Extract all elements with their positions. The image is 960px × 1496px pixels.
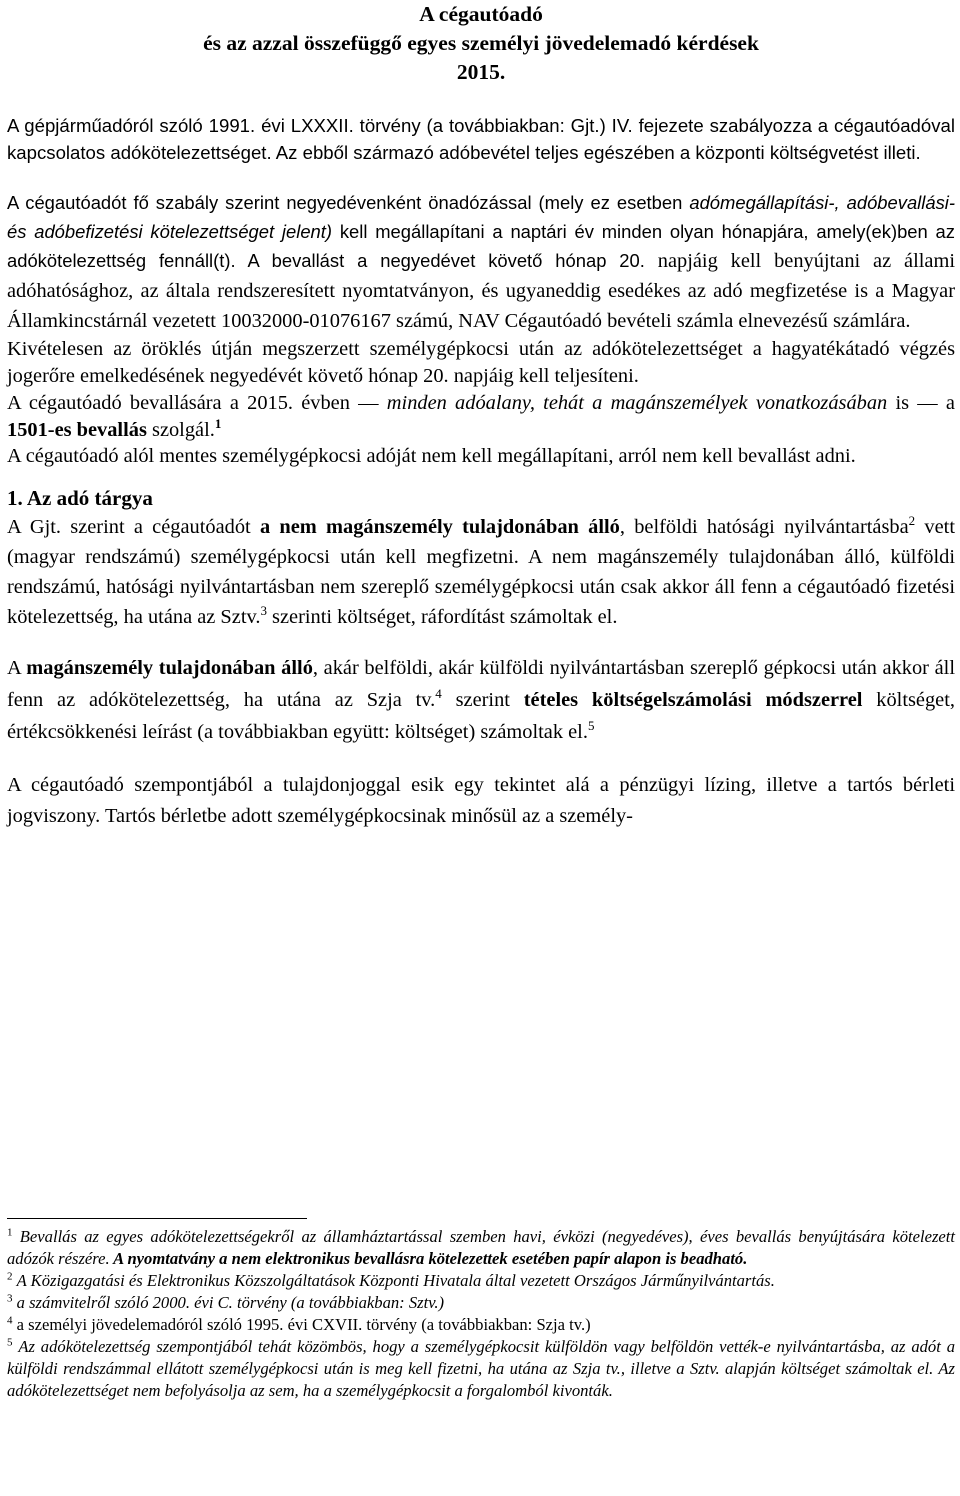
footnotes bbox=[7, 1226, 955, 1402]
document-title bbox=[7, 0, 955, 87]
footnote-ref-5[interactable]: 5 bbox=[587, 718, 595, 734]
title-line-2: és az azzal összefüggő egyes személyi jövedelemadó kérdések bbox=[203, 31, 759, 55]
section-paragraph-2: A magánszemély tulajdonában álló, akár belföldi, akár külföldi nyilvántartásban szereplő gépkocsi után akkor áll fenn az adókötelezettség, ha utána az Szja tv.$^4$ szerint tételes költségelszámolási módszerrel költséget, értékcsökkenési leírást (a továbbiakban együtt: költséget) számoltak el.$^5$ bbox=[7, 657, 955, 744]
footnote-5: $^5$ Az adókötelezettség szempontjából tehát közömbös, hogy a személygépkocsit külföldön vagy belföldön vették-e nyilvántartásba, az adót a külföldi rendszámmal ellátott személygépkocsi után is meg kell fizetni, ha utána az Szja tv., illetve a Sztv. alapján költséget számoltak el. Az adókötelezettséget nem befolyásolja az sem, ha a személygépkocsit a forgalomból kivonták. bbox=[7, 1336, 955, 1400]
document-page bbox=[7, 0, 955, 832]
section-paragraph-1: A Gjt. szerint a cégautóadót a nem magánszemély tulajdonában álló, belföldi hatósági nyilvántartásba$^2$ vett (magyar rendszámú) személygépkocsi után kell megfizetni. A nem magánszemély tulajdonában álló, külföldi rendszámú, hatósági nyilvántartásban nem szereplő személygépkocsi után csak akkor áll fenn a cégautóadó fizetési kötelezettség, ha utána az Sztv.$^3$ szerinti költséget, ráfordítást számoltak el. bbox=[7, 513, 955, 629]
title-line-1: A cégautóadó bbox=[419, 2, 543, 26]
footnote-separator bbox=[7, 1218, 307, 1219]
footnote-ref-2[interactable]: 2 bbox=[908, 513, 916, 529]
intro-paragraph-4: A cégautóadó bevallására a 2015. évben — minden adóalany, tehát a magánszemélyek vonatkozásában is — a 1501-es bevallás szolgál.$^1$ bbox=[7, 391, 955, 441]
intro-paragraph-3: Kivételesen az öröklés útján megszerzett személygépkocsi után az adókötelezettséget a hagyatékátadó végzés jogerőre emelkedésének negyedévét követő hónap 20. napjáig kell teljesíteni. bbox=[7, 338, 955, 387]
footnote-ref-3[interactable]: 3 bbox=[260, 603, 267, 619]
footnote-1: $^1$ Bevallás az egyes adókötelezettségekről az államháztartással szemben havi, évközi (negyedéves), éves bevallás benyújtására kötelezett adózók részére. A nyomtatvány a nem elektronikus bevallásra kötelezettek esetében papír alapon is beadható. bbox=[7, 1226, 955, 1268]
footnote-ref-4[interactable]: 4 bbox=[435, 686, 442, 702]
section-paragraph-3: A cégautóadó szempontjából a tulajdonjoggal esik egy tekintet alá a pénzügyi lízing, illetve a tartós bérleti jogviszony. Tartós bérletbe adott személygépkocsinak minősül az a személy- bbox=[7, 774, 955, 828]
footnote-2: $^2$ A Közigazgatási és Elektronikus Közszolgáltatások Központi Hivatala által vezetett Országos Járműnyilvántartás. bbox=[7, 1270, 775, 1290]
footnote-4: $^4$ a személyi jövedelemadóról szóló 1995. évi CXVII. törvény (a továbbiakban: Szja tv.) bbox=[7, 1314, 591, 1334]
intro-paragraph-2: A cégautóadót fő szabály szerint negyedévenként önadózással (mely ez esetben adómegállapítási-, adóbevallási- és adóbefizetési kötelezettséget jelent) kell megállapítani a naptári év minden olyan hónapjára, amely(ek)ben az adókötelezettség fennáll(t). A bevallást a negyedévet követő hónap 20. napjáig kell benyújtani az állami adóhatósághoz, az általa rendszeresített nyomtatványon, és ugyaneddig esedékes az adó megfizetése is a Magyar Államkincstárnál vezetett 10032000-01076167 számú, NAV Cégautóadó bevételi számla elnevezésű számlára. bbox=[7, 192, 955, 333]
intro-paragraph-1: A gépjárműadóról szóló 1991. évi LXXXII. törvény (a továbbiakban: Gjt.) IV. fejezete szabályozza a cégautóadóval kapcsolatos adókötelezettséget. Az ebből származó adóbevétel teljes egészében a központi költségvetést illeti. bbox=[7, 115, 955, 163]
footnote-3: $^3$ a számvitelről szóló 2000. évi C. törvény (a továbbiakban: Sztv.) bbox=[7, 1292, 445, 1312]
section-heading: 1. Az adó tárgya bbox=[7, 486, 153, 511]
title-line-3: 2015. bbox=[456, 60, 506, 84]
intro-paragraph-5: A cégautóadó alól mentes személygépkocsi adóját nem kell megállapítani, arról nem kell bevallást adni. bbox=[7, 445, 856, 468]
footnote-ref-1[interactable]: 1 bbox=[214, 415, 222, 431]
